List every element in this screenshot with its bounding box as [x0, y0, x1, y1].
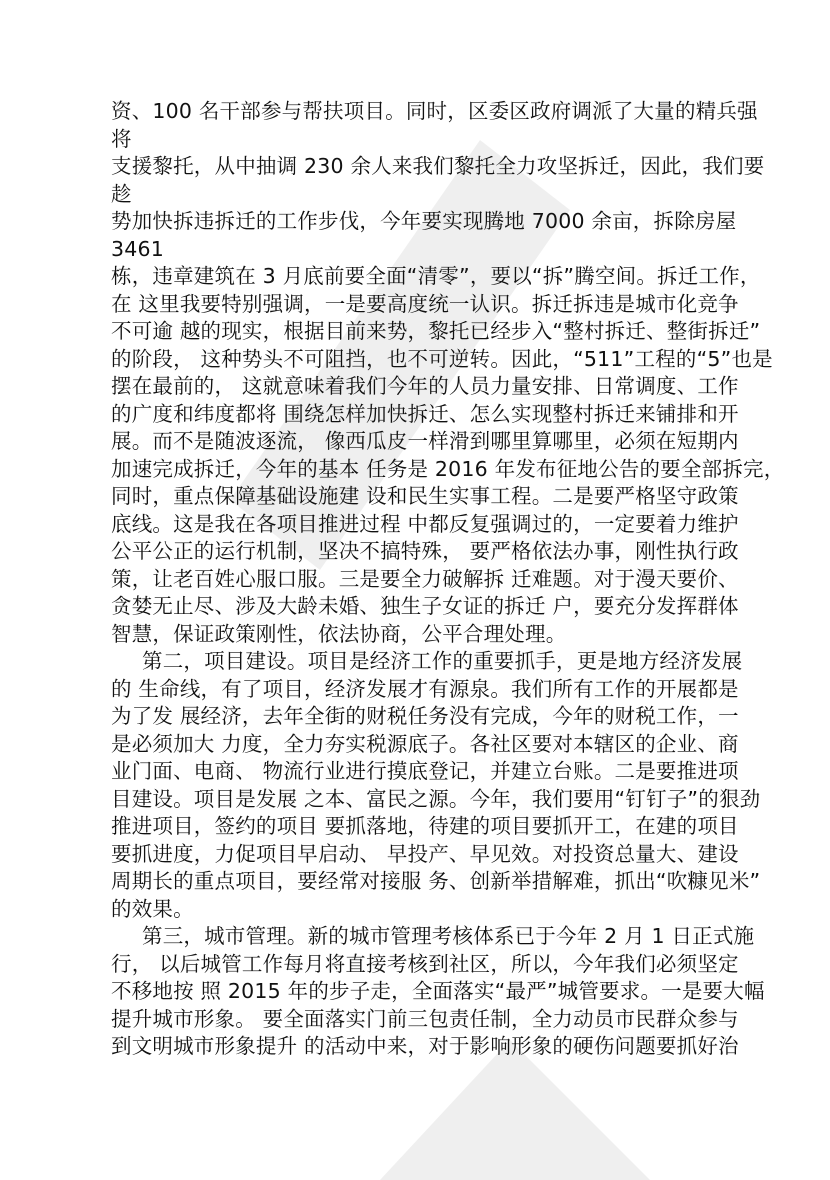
text-line: 智慧，保证政策刚性，依法协商，公平合理处理。: [111, 621, 567, 646]
text-line: 不可逾 越的现实，根据目前来势，黎托已经步入“整村拆迁、整街拆迁”: [111, 319, 761, 343]
text-line: 加速完成拆迁，今年的基本 任务是 2016 年发布征地公告的要全部拆完，: [111, 456, 785, 481]
text-line: 摆在最前的， 这就意味着我们今年的人员力量安排、日常调度、工作: [111, 374, 739, 398]
text-line: 是必须加大 力度，全力夯实税源底子。各社区要对本辖区的企业、商: [111, 731, 739, 756]
text-line: 第二，项目建设。项目是经济工作的重要抓手，更是地方经济发展: [142, 649, 743, 673]
text-line: 势加快拆违拆迁的工作步伐，今年要实现腾地 7000 余亩，拆除房屋: [111, 209, 737, 233]
text-line: 到文明城市形象提升 的活动中来，对于影响形象的硬伤问题要抓好治: [111, 1034, 739, 1058]
text-line: 目建设。项目是发展 之本、富民之源。今年，我们要用“钉钉子”的狠劲: [111, 786, 761, 811]
text-line: 第三，城市管理。新的城市管理考核体系已于今年 2 月 1 日正式施: [142, 924, 755, 948]
text-line: 不移地按 照 2015 年的步子走，全面落实“最严”城管要求。一是要大幅: [111, 979, 765, 1003]
text-line: 为了发 展经济，去年全街的财税任务没有完成，今年的财税工作，一: [111, 704, 739, 728]
text-line: 贪婪无止尽、涉及大龄未婚、独生子女证的拆迁 户，要充分发挥群体: [111, 594, 739, 618]
text-line: 支援黎托，从中抽调 230 余人来我们黎托全力攻坚拆迁，因此，我们要: [111, 154, 765, 178]
text-line: 展。而不是随波逐流， 像西瓜皮一样滑到哪里算哪里，必须在短期内: [111, 429, 739, 453]
text-line: 推进项目，签约的项目 要抓落地，待建的项目要抓开工，在建的项目: [111, 814, 739, 838]
text-line: 的 生命线，有了项目，经济发展才有源泉。我们所有工作的开展都是: [111, 676, 739, 701]
text-line: 底线。这是我在各项目推进过程 中都反复强调过的，一定要着力维护: [111, 511, 739, 536]
text-line: 3461: [111, 236, 164, 261]
text-line: 行， 以后城管工作每月将直接考核到社区，所以，今年我们必须坚定: [111, 951, 739, 976]
text-line: 业门面、电商、 物流行业进行摸底登记，并建立台账。二是要推进项: [111, 759, 739, 783]
text-line: 的效果。: [111, 896, 194, 921]
text-line: 栋，违章建筑在 3 月底前要全面“清零”，要以“拆”腾空间。拆迁工作，: [111, 264, 761, 288]
text-line: 要抓进度，力促项目早启动、 早投产、早见效。对投资总量大、建设: [111, 841, 739, 866]
text-line: 提升城市形象。 要全面落实门前三包责任制，全力动员市民群众参与: [111, 1006, 739, 1031]
text-line: 同时，重点保障基础设施建 设和民生实事工程。二是要严格坚守政策: [111, 484, 739, 508]
text-line: 趁: [111, 181, 132, 206]
text-line: 策，让老百姓心服口服。三是要全力破解拆 迁难题。对于漫天要价、: [111, 566, 739, 591]
text-line: 公平公正的运行机制，坚决不搞特殊， 要严格依法办事，刚性执行政: [111, 539, 739, 563]
text-line: 周期长的重点项目，要经常对接服 务、创新举措解难，抓出“吹糠见米”: [111, 869, 761, 893]
document-body: [111, 98, 785, 1061]
text-line: 在 这里我要特别强调，一是要高度统一认识。拆迁拆违是城市化竞争: [111, 291, 739, 316]
text-line: 的阶段， 这种势头不可阻挡，也不可逆转。因此，“511”工程的“5”也是: [111, 346, 773, 371]
text-line: 将: [111, 126, 132, 151]
text-line: 资、100 名干部参与帮扶项目。同时，区委区政府调派了大量的精兵强: [111, 99, 758, 123]
text-line: 的广度和纬度都将 围绕怎样加快拆迁、怎么实现整村拆迁来铺排和开: [111, 401, 739, 426]
